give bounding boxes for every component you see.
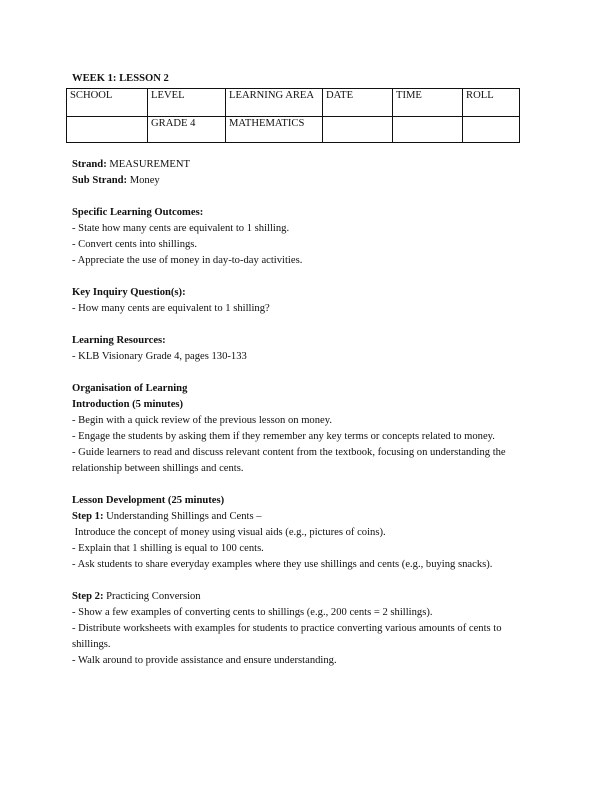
- lesson-body: [72, 157, 532, 669]
- intro-item: - Engage the students by asking them if they remember any key terms or concepts related to money.: [72, 431, 495, 442]
- header-date: DATE: [323, 89, 393, 117]
- lesson-info-table: [66, 88, 520, 143]
- header-learning-area: LEARNING AREA: [226, 89, 323, 117]
- inquiry-heading: Key Inquiry Question(s):: [72, 287, 186, 298]
- introduction-heading: Introduction (5 minutes): [72, 399, 184, 410]
- step1-item: Introduce the concept of money using visual aids (e.g., pictures of coins).: [72, 527, 386, 538]
- cell-school: [67, 117, 148, 143]
- outcomes-heading: Specific Learning Outcomes:: [72, 207, 204, 218]
- organisation-heading: Organisation of Learning: [72, 383, 188, 394]
- cell-learning-area: MATHEMATICS: [226, 117, 323, 143]
- strand-value: MEASUREMENT: [109, 159, 191, 170]
- step1-line: [72, 509, 532, 525]
- step1-title: Understanding Shillings and Cents –: [106, 511, 262, 522]
- resources-heading: Learning Resources:: [72, 335, 166, 346]
- step2-label: Step 2:: [72, 591, 104, 602]
- sub-strand-value: Money: [129, 175, 160, 186]
- table-header-row: [67, 89, 520, 117]
- sub-strand-label: Sub Strand:: [72, 175, 128, 186]
- step2-item: - Show a few examples of converting cents to shillings (e.g., 200 cents = 2 shillings).: [72, 607, 433, 618]
- intro-item: - Begin with a quick review of the previous lesson on money.: [72, 415, 332, 426]
- sub-strand-line: [72, 173, 532, 189]
- header-school: SCHOOL: [67, 89, 148, 117]
- lesson-title: WEEK 1: LESSON 2: [72, 73, 169, 84]
- step1-item: - Explain that 1 shilling is equal to 100 cents.: [72, 543, 264, 554]
- header-level: LEVEL: [148, 89, 226, 117]
- table-row: [67, 117, 520, 143]
- cell-level: GRADE 4: [148, 117, 226, 143]
- inquiry-item: - How many cents are equivalent to 1 shilling?: [72, 303, 270, 314]
- cell-roll: [463, 117, 520, 143]
- development-heading: Lesson Development (25 minutes): [72, 495, 225, 506]
- cell-time: [393, 117, 463, 143]
- header-time: TIME: [393, 89, 463, 117]
- outcome-item: - Convert cents into shillings.: [72, 239, 198, 250]
- step1-item: - Ask students to share everyday examples where they use shillings and cents (e.g., buying snacks).: [72, 559, 493, 570]
- cell-date: [323, 117, 393, 143]
- strand-label: Strand:: [72, 159, 107, 170]
- resource-item: - KLB Visionary Grade 4, pages 130-133: [72, 351, 247, 362]
- document-page: [70, 72, 532, 666]
- step2-item: - Walk around to provide assistance and ensure understanding.: [72, 655, 337, 666]
- step1-label: Step 1:: [72, 511, 104, 522]
- strand-line: [72, 157, 532, 173]
- step2-title: Practicing Conversion: [106, 591, 201, 602]
- intro-item: - Guide learners to read and discuss relevant content from the textbook, focusing on understanding the relationship between shillings and cents.: [72, 447, 506, 474]
- step2-item: - Distribute worksheets with examples for students to practice converting various amounts of cents to shillings.: [72, 623, 502, 650]
- step2-line: [72, 589, 532, 605]
- outcome-item: - State how many cents are equivalent to 1 shilling.: [72, 223, 290, 234]
- header-roll: ROLL: [463, 89, 520, 117]
- outcome-item: - Appreciate the use of money in day-to-day activities.: [72, 255, 303, 266]
